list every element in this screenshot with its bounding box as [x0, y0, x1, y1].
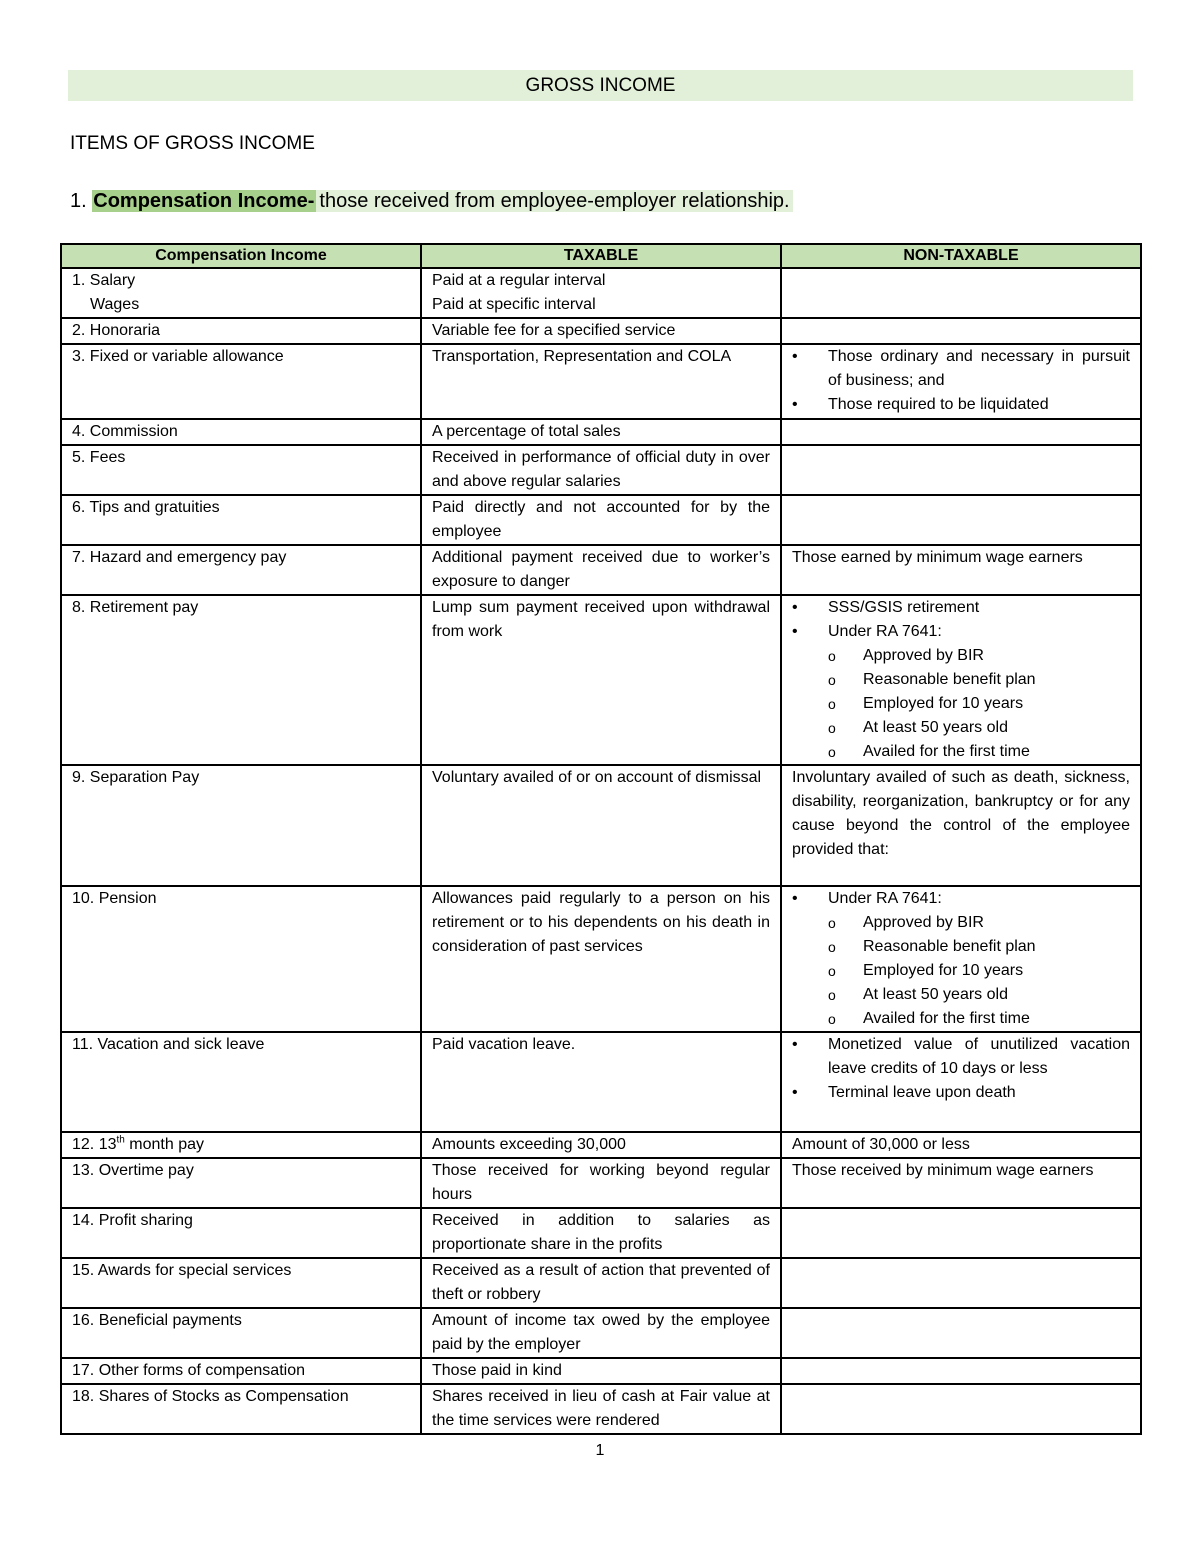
item-cell: 2. Honoraria — [61, 318, 421, 344]
nontaxable-bullet: • Those required to be liquidated — [792, 393, 1130, 417]
taxable-cell: Additional payment received due to worker’s exposure to danger — [421, 545, 781, 595]
item-term: Compensation Income- — [93, 190, 315, 212]
table-row — [61, 1258, 1141, 1308]
taxable-cell: Lump sum payment received upon withdrawal from work — [421, 595, 781, 765]
nontaxable-bullet: • Terminal leave upon death — [792, 1081, 1130, 1105]
nontaxable-bullet — [792, 620, 1130, 764]
item-cell: 7. Hazard and emergency pay — [61, 545, 421, 595]
item-cell: 11. Vacation and sick leave — [61, 1032, 421, 1132]
nontaxable-subitem: o Employed for 10 years — [828, 692, 1130, 716]
nontaxable-cell — [781, 419, 1141, 445]
nontaxable-cell — [781, 1358, 1141, 1384]
taxable-cell: Transportation, Representation and COLA — [421, 344, 781, 419]
page-number: 1 — [595, 1442, 605, 1459]
nontaxable-cell — [781, 886, 1141, 1032]
nontaxable-cell: Those received by minimum wage earners — [781, 1158, 1141, 1208]
nontaxable-cell — [781, 595, 1141, 765]
item-cell: 6. Tips and gratuities — [61, 495, 421, 545]
section-heading: ITEMS OF GROSS INCOME — [70, 133, 315, 154]
table-row — [61, 545, 1141, 595]
item-label-rest: month pay — [124, 1136, 204, 1153]
item-cell — [61, 268, 421, 318]
taxable-cell: Shares received in lieu of cash at Fair value at the time services were rendered — [421, 1384, 781, 1434]
table-row — [61, 595, 1141, 765]
item-heading — [70, 186, 793, 216]
compensation-income-table — [60, 243, 1142, 1435]
nontaxable-cell — [781, 318, 1141, 344]
item-cell: 5. Fees — [61, 445, 421, 495]
taxable-cell: Voluntary availed of or on account of dismissal — [421, 765, 781, 886]
nontaxable-subitem: o Approved by BIR — [828, 911, 1130, 935]
item-cell — [61, 1132, 421, 1158]
table-row — [61, 1308, 1141, 1358]
nontaxable-subitem: o Availed for the first time — [828, 740, 1130, 764]
nontaxable-bullet: • Monetized value of unutilized vacation leave credits of 10 days or less — [792, 1033, 1130, 1081]
taxable-cell: Received in performance of official duty in over and above regular salaries — [421, 445, 781, 495]
table-row — [61, 419, 1141, 445]
nontaxable-cell: Amount of 30,000 or less — [781, 1132, 1141, 1158]
table-row — [61, 1032, 1141, 1132]
nontaxable-cell — [781, 1032, 1141, 1132]
taxable-cell: A percentage of total sales — [421, 419, 781, 445]
taxable-cell: Amount of income tax owed by the employee paid by the employer — [421, 1308, 781, 1358]
nontaxable-cell — [781, 1308, 1141, 1358]
taxable-cell: Paid vacation leave. — [421, 1032, 781, 1132]
taxable-cell: Those paid in kind — [421, 1358, 781, 1384]
item-cell: 4. Commission — [61, 419, 421, 445]
nontaxable-bullet-text: Under RA 7641: — [828, 890, 942, 907]
nontaxable-subitem: o At least 50 years old — [828, 983, 1130, 1007]
table-row — [61, 445, 1141, 495]
taxable-cell: Those received for working beyond regular hours — [421, 1158, 781, 1208]
header-taxable: TAXABLE — [421, 244, 781, 268]
item-cell: 13. Overtime pay — [61, 1158, 421, 1208]
nontaxable-bullet — [792, 887, 1130, 1031]
nontaxable-cell — [781, 268, 1141, 318]
taxable-cell: Allowances paid regularly to a person on his retirement or to his dependents on his death in consideration of past services — [421, 886, 781, 1032]
item-cell: 17. Other forms of compensation — [61, 1358, 421, 1384]
table-row — [61, 1158, 1141, 1208]
taxable-cell: Paid directly and not accounted for by the employee — [421, 495, 781, 545]
taxable-cell: Variable fee for a specified service — [421, 318, 781, 344]
table-row — [61, 1384, 1141, 1434]
item-number: 1. — [70, 190, 87, 212]
nontaxable-cell: Involuntary availed of such as death, sickness, disability, reorganization, bankruptcy or for any cause beyond the control of the employee provided that: — [781, 765, 1141, 886]
item-cell: 10. Pension — [61, 886, 421, 1032]
item-cell: 3. Fixed or variable allowance — [61, 344, 421, 419]
nontaxable-cell — [781, 495, 1141, 545]
taxable-text-2: Paid at specific interval — [432, 296, 596, 313]
nontaxable-cell — [781, 344, 1141, 419]
table-row — [61, 1132, 1141, 1158]
nontaxable-cell — [781, 1258, 1141, 1308]
table-row — [61, 344, 1141, 419]
nontaxable-cell — [781, 445, 1141, 495]
nontaxable-bullet: • Those ordinary and necessary in pursuit of business; and — [792, 345, 1130, 393]
nontaxable-bullet-text: Under RA 7641: — [828, 623, 942, 640]
table-row — [61, 495, 1141, 545]
nontaxable-subitem: o Reasonable benefit plan — [828, 935, 1130, 959]
table-row — [61, 268, 1141, 318]
taxable-cell: Received in addition to salaries as proportionate share in the profits — [421, 1208, 781, 1258]
taxable-cell: Received as a result of action that prevented of theft or robbery — [421, 1258, 781, 1308]
nontaxable-subitem: o Reasonable benefit plan — [828, 668, 1130, 692]
item-cell: 14. Profit sharing — [61, 1208, 421, 1258]
item-label: 12. 13 — [72, 1136, 117, 1153]
nontaxable-subitem: o At least 50 years old — [828, 716, 1130, 740]
nontaxable-cell: Those earned by minimum wage earners — [781, 545, 1141, 595]
taxable-cell: Amounts exceeding 30,000 — [421, 1132, 781, 1158]
item-cell: 8. Retirement pay — [61, 595, 421, 765]
header-non-taxable: NON-TAXABLE — [781, 244, 1141, 268]
taxable-cell — [421, 268, 781, 318]
nontaxable-subitem: o Availed for the first time — [828, 1007, 1130, 1031]
item-description: those received from employee-employer relationship. — [316, 190, 792, 212]
nontaxable-subitem: o Approved by BIR — [828, 644, 1130, 668]
table-row — [61, 1208, 1141, 1258]
nontaxable-subitem: o Employed for 10 years — [828, 959, 1130, 983]
table-header-row — [61, 244, 1141, 268]
table-row — [61, 886, 1141, 1032]
header-compensation-income: Compensation Income — [61, 244, 421, 268]
nontaxable-bullet: • SSS/GSIS retirement — [792, 596, 1130, 620]
table-row — [61, 318, 1141, 344]
item-cell: 9. Separation Pay — [61, 765, 421, 886]
document-title: GROSS INCOME — [68, 70, 1133, 101]
taxable-text: Paid at a regular interval — [432, 272, 606, 289]
nontaxable-cell — [781, 1208, 1141, 1258]
item-cell: 18. Shares of Stocks as Compensation — [61, 1384, 421, 1434]
item-label: 1. Salary — [72, 272, 136, 289]
item-cell: 16. Beneficial payments — [61, 1308, 421, 1358]
item-cell: 15. Awards for special services — [61, 1258, 421, 1308]
nontaxable-cell — [781, 1384, 1141, 1434]
table-row — [61, 765, 1141, 886]
item-label-2: Wages — [90, 296, 140, 313]
ordinal-suffix: th — [116, 1134, 125, 1146]
table-row — [61, 1358, 1141, 1384]
